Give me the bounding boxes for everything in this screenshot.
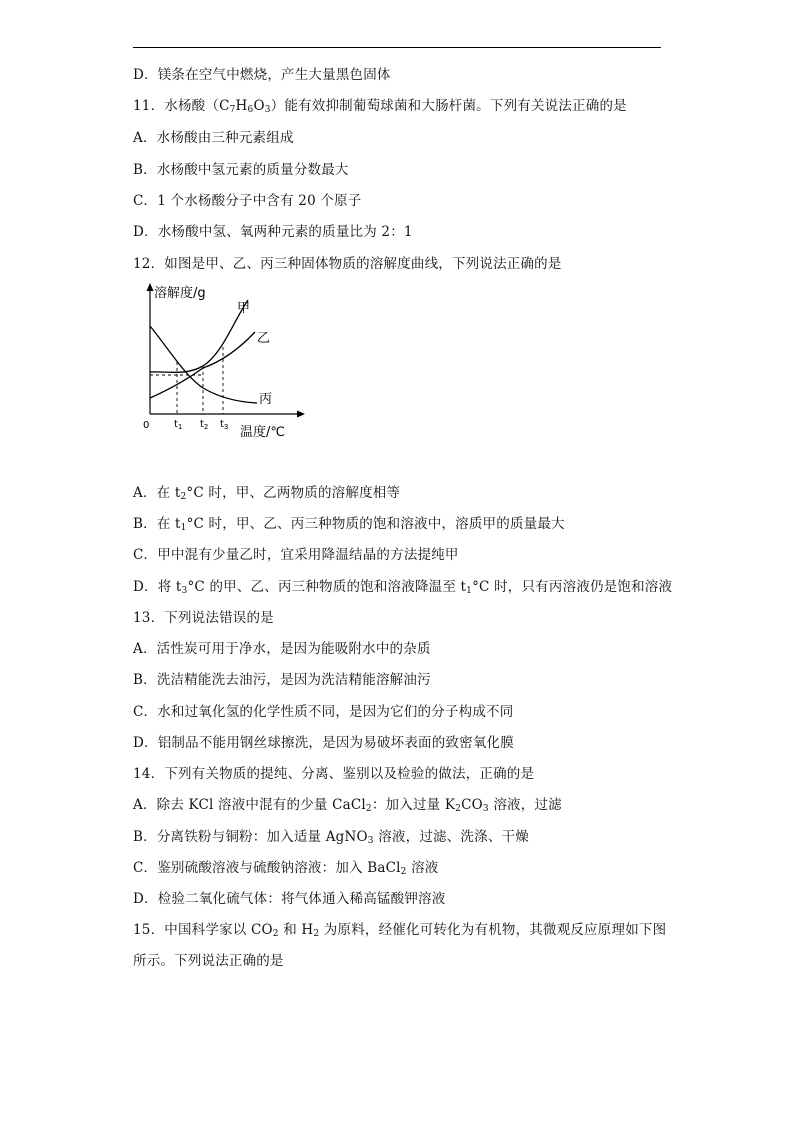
q15-stem: 15．中国科学家以 $CO_2$ 和 $H_2$ 为原料，经催化可转化为有机物，其微观反应原理如下图 xyxy=(133,922,667,939)
tick-t1: $t_1$ xyxy=(174,419,183,431)
q14-option-c: C．鉴别硫酸溶液与硫酸钠溶液：加入 BaCl$_2$ 溶液 xyxy=(133,860,439,877)
q11-option-b: B．水杨酸中氢元素的质量分数最大 xyxy=(133,162,349,178)
q15-stem-line2: 所示。下列说法正确的是 xyxy=(133,953,284,969)
curve-bing xyxy=(150,326,257,403)
y-axis-label: 溶解度/g xyxy=(154,286,206,301)
q10-option-d: D．镁条在空气中燃烧，产生大量黑色固体 xyxy=(133,67,391,83)
origin-label: 0 xyxy=(143,420,150,431)
q14-option-d: D．检验二氧化硫气体：将气体通入稀高锰酸钾溶液 xyxy=(133,891,446,907)
tick-t2: $t_2$ xyxy=(200,419,209,431)
q13-option-b: B．洗洁精能洗去油污，是因为洗洁精能溶解油污 xyxy=(133,672,431,688)
q13-stem: 13．下列说法错误的是 xyxy=(133,610,274,626)
q13-option-c: C．水和过氧化氢的化学性质不同，是因为它们的分子构成不同 xyxy=(133,704,514,720)
solubility-chart-svg xyxy=(140,280,310,440)
q12-option-a: A．在 $t_2^\circ C$ 时，甲、乙两物质的溶解度相等 xyxy=(133,485,401,502)
y-axis-arrow xyxy=(147,283,154,291)
x-axis-label: 温度/℃ xyxy=(240,425,285,440)
q11-option-a: A．水杨酸由三种元素组成 xyxy=(133,130,294,146)
q14-option-a: A．除去 KCl 溶液中混有的少量 CaCl$_2$：加入过量 $K_2CO_3$ 溶液，过滤 xyxy=(133,797,562,814)
q11-stem: 11．水杨酸$(C_7H_6O_3)$能有效抑制葡萄球菌和大肠杆菌。下列有关说法正确的是 xyxy=(133,98,627,115)
tick-t3: $t_3$ xyxy=(220,419,229,431)
q13-option-d: D．铝制品不能用钢丝球擦洗，是因为易破坏表面的致密氧化膜 xyxy=(133,735,514,751)
curve-jia xyxy=(150,300,251,372)
q11-option-c: C．1 个水杨酸分子中含有 20 个原子 xyxy=(133,193,362,209)
solubility-chart xyxy=(140,280,310,440)
legend-yi: 乙 xyxy=(257,331,271,346)
q12-option-b: B．在 $t_1^\circ C$ 时，甲、乙、丙三种物质的饱和溶液中，溶质甲的质量最大 xyxy=(133,516,565,533)
x-axis-arrow xyxy=(297,411,305,418)
q13-option-a: A．活性炭可用于净水，是因为能吸附水中的杂质 xyxy=(133,641,431,657)
q11-option-d: D．水杨酸中氢、氧两种元素的质量比为 2：1 xyxy=(133,224,413,240)
q12-option-d: D．将 $t_3^\circ C$ 的甲、乙、丙三种物质的饱和溶液降温至 $t_1^\circ C$ 时，只有丙溶液仍是饱和溶液 xyxy=(133,579,673,596)
q12-stem: 12．如图是甲、乙、丙三种固体物质的溶解度曲线，下列说法正确的是 xyxy=(133,256,562,272)
header-rule xyxy=(133,47,661,48)
legend-bing: 丙 xyxy=(259,392,273,407)
q14-stem: 14．下列有关物质的提纯、分离、鉴别以及检验的做法，正确的是 xyxy=(133,766,535,782)
q12-option-c: C．甲中混有少量乙时，宜采用降温结晶的方法提纯甲 xyxy=(133,547,459,563)
q14-option-b: B．分离铁粉与铜粉：加入适量 AgNO$_3$ 溶液，过滤、洗涤、干燥 xyxy=(133,829,529,846)
legend-jia: 甲 xyxy=(237,301,251,316)
